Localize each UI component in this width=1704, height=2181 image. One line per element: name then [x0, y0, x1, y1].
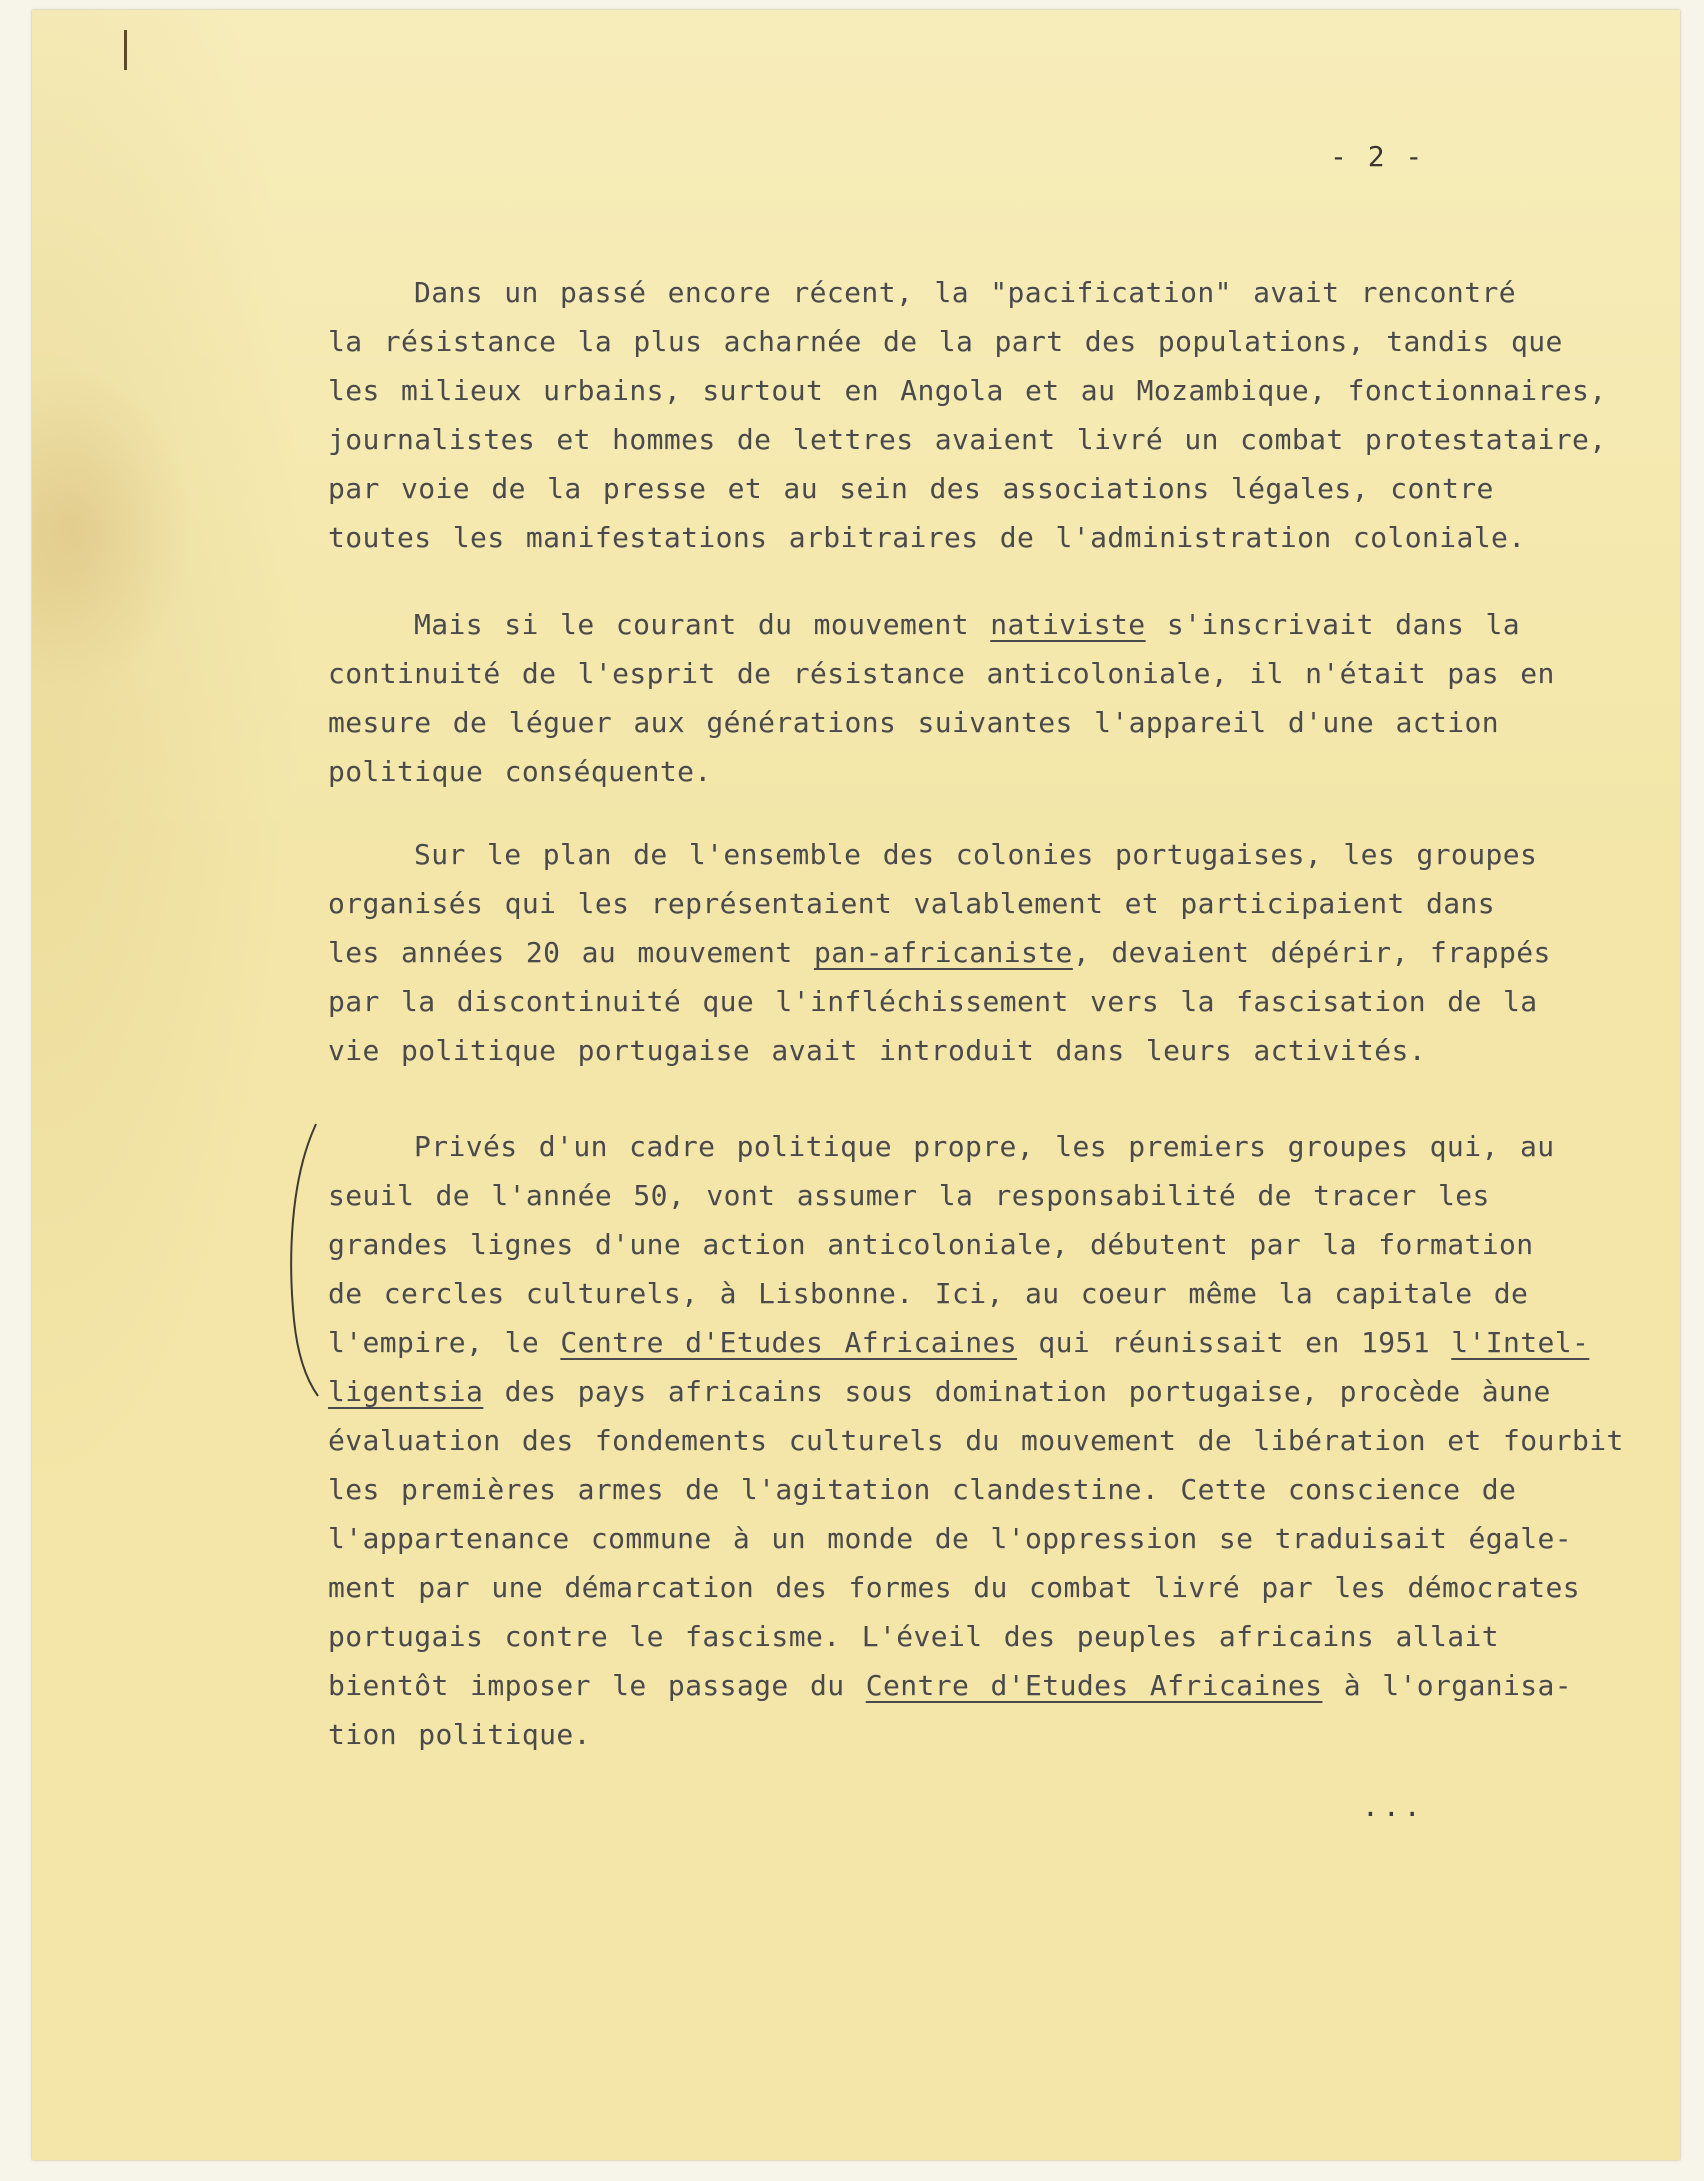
- paragraph-line: politique conséquente.: [328, 755, 712, 788]
- paragraph-line: par voie de la presse et au sein des associations légales, contre: [328, 472, 1494, 505]
- paragraph-line: toutes les manifestations arbitraires de l'administration coloniale.: [328, 521, 1526, 554]
- paragraph-3: [328, 830, 1658, 1075]
- text-segment: l'empire, le: [328, 1326, 561, 1359]
- text-segment: des pays africains sous domination portugaise, procède àune: [483, 1375, 1551, 1408]
- paragraph-line: de cercles culturels, à Lisbonne. Ici, au coeur même la capitale de: [328, 1277, 1529, 1310]
- text-segment: à l'organisa-: [1322, 1669, 1573, 1702]
- paragraph-line: les premières armes de l'agitation clandestine. Cette conscience de: [328, 1473, 1517, 1506]
- text-segment: qui réunissait en 1951: [1017, 1326, 1452, 1359]
- text-segment: , devaient dépérir, frappés: [1072, 936, 1551, 969]
- underlined-term: ligentsia: [328, 1375, 484, 1408]
- text-segment: les années 20 au mouvement: [328, 936, 814, 969]
- paragraph-line: ment par une démarcation des formes du combat livré par les démocrates: [328, 1571, 1581, 1604]
- text-segment: bientôt imposer le passage du: [328, 1669, 866, 1702]
- paragraph-line: tion politique.: [328, 1718, 591, 1751]
- paragraph-2: [328, 600, 1658, 796]
- paragraph-4: [328, 1122, 1658, 1759]
- paragraph-line: la résistance la plus acharnée de la part des populations, tandis que: [328, 325, 1563, 358]
- paragraph-line: l'appartenance commune à un monde de l'oppression se traduisait égale-: [328, 1522, 1573, 1555]
- paragraph-line: les milieux urbains, surtout en Angola et au Mozambique, fonctionnaires,: [328, 374, 1607, 407]
- paragraph-line: Sur le plan de l'ensemble des colonies portugaises, les groupes: [414, 838, 1538, 871]
- text-segment: s'inscrivait dans la: [1145, 608, 1520, 641]
- text-segment: Mais si le courant du mouvement: [414, 608, 991, 641]
- edge-tick-mark: [124, 30, 127, 70]
- underlined-term: Centre d'Etudes Africaines: [865, 1669, 1323, 1702]
- underlined-term: Centre d'Etudes Africaines: [560, 1326, 1018, 1359]
- paragraph-line: [328, 928, 1658, 977]
- paragraph-line: journalistes et hommes de lettres avaient livré un combat protestataire,: [328, 423, 1607, 456]
- paragraph-line: portugais contre le fascisme. L'éveil des peuples africains allait: [328, 1620, 1499, 1653]
- continuation-marker: ...: [1362, 1790, 1425, 1823]
- paragraph-line: vie politique portugaise avait introduit dans leurs activités.: [328, 1034, 1426, 1067]
- underlined-term: l'Intel-: [1451, 1326, 1590, 1359]
- handwritten-margin-bracket: [282, 1120, 322, 1400]
- paragraph-line: [328, 1367, 1658, 1416]
- paragraph-line: par la discontinuité que l'infléchissement vers la fascisation de la: [328, 985, 1538, 1018]
- paragraph-line: évaluation des fondements culturels du mouvement de libération et fourbit: [328, 1424, 1624, 1457]
- underlined-term: pan-africaniste: [813, 936, 1073, 969]
- paragraph-line: organisés qui les représentaient valablement et participaient dans: [328, 887, 1495, 920]
- paragraph-line: mesure de léguer aux générations suivantes l'appareil d'une action: [328, 706, 1499, 739]
- paragraph-line: [328, 1318, 1658, 1367]
- paragraph-line: Dans un passé encore récent, la "pacification" avait rencontré: [414, 276, 1516, 309]
- page-number: - 2 -: [1330, 140, 1425, 173]
- underlined-term: nativiste: [990, 608, 1146, 641]
- paragraph-line: Privés d'un cadre politique propre, les premiers groupes qui, au: [414, 1130, 1555, 1163]
- paragraph-line: continuité de l'esprit de résistance anticoloniale, il n'était pas en: [328, 657, 1555, 690]
- paragraph-line: grandes lignes d'une action anticoloniale, débutent par la formation: [328, 1228, 1534, 1261]
- paragraph-line: [328, 1661, 1658, 1710]
- paragraph-1: [328, 268, 1658, 562]
- paragraph-line: seuil de l'année 50, vont assumer la responsabilité de tracer les: [328, 1179, 1490, 1212]
- paragraph-line: [328, 600, 1658, 649]
